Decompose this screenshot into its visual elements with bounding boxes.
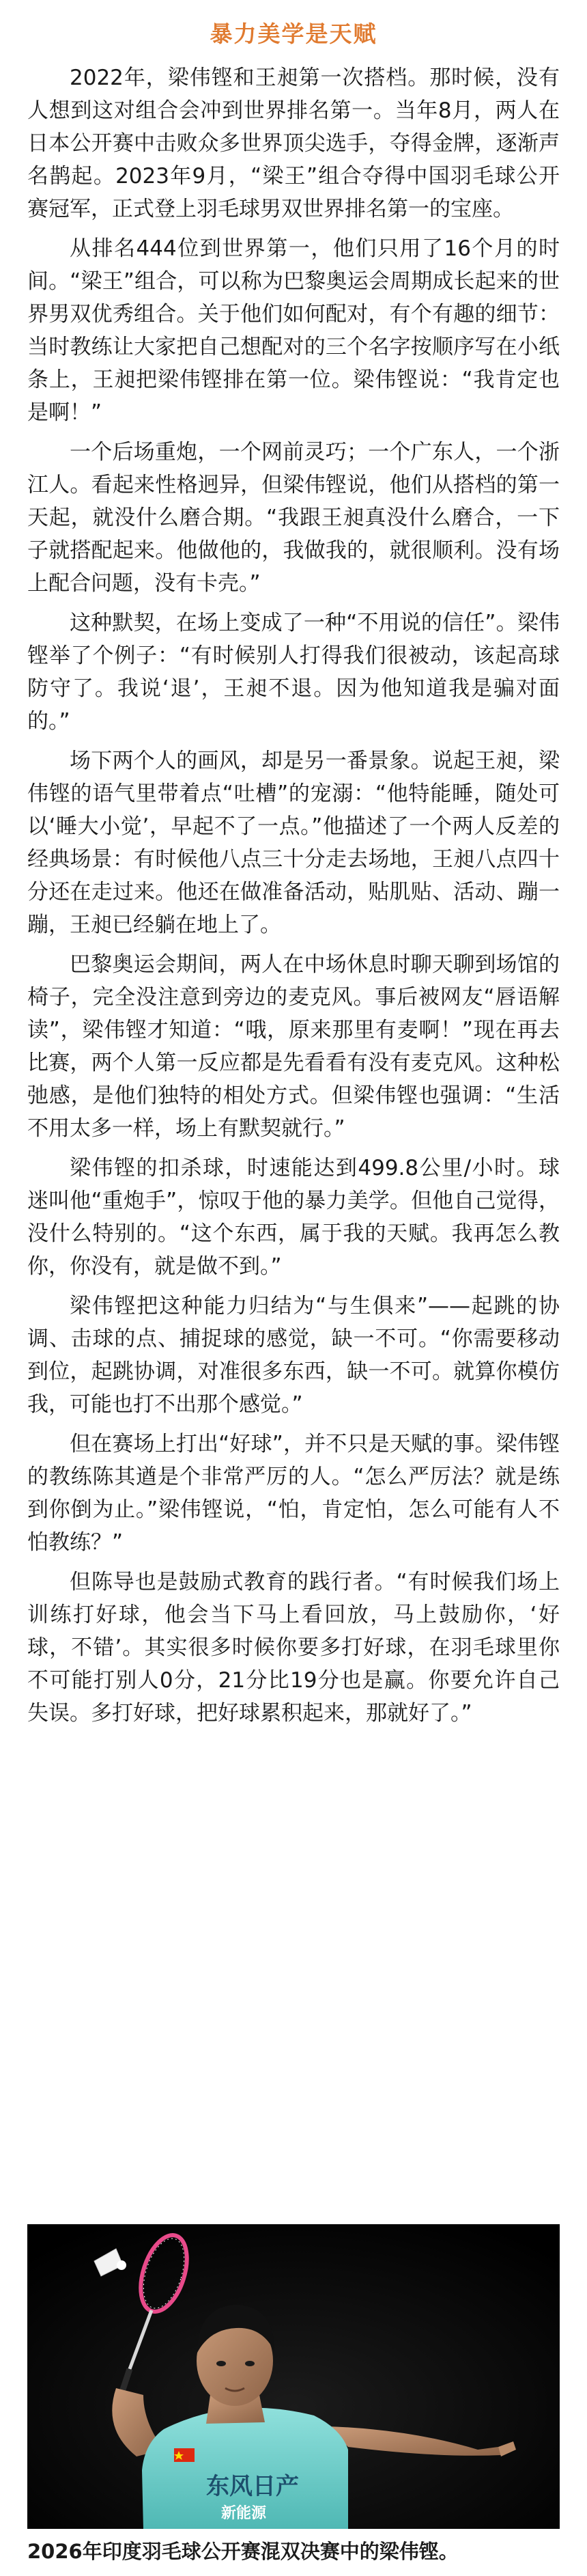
paragraph-8: 梁伟铿把这种能力归结为“与生俱来”——起跳的协调、击球的点、捕捉球的感觉，缺一不可。“你需要移动到位，起跳协调，对准很多东西，缺一不可。就算你模仿我，可能也打不出那个感觉。” <box>27 1294 560 1417</box>
badminton-player-photo <box>27 2224 560 2529</box>
jersey-sponsor-subtext: 新能源 <box>221 2505 267 2522</box>
paragraph-10: 但陈导也是鼓励式教育的践行者。“有时候我们场上训练打好球，他会当下马上看回放，马上鼓励你，‘好球，不错’。其实很多时候你要多打好球，在羽毛球里你不可能打别人0分，21分比19分也是赢。你要允许自己失误。多打好球，把好球累积起来，那就好了。” <box>27 1570 560 1726</box>
article-body <box>27 61 560 1736</box>
paragraph-1: 2022年，梁伟铿和王昶第一次搭档。那时候，没有人想到这对组合会冲到世界排名第一。当年8月，两人在日本公开赛中击败众多世界顶尖选手，夺得金牌，逐渐声名鹊起。2023年9月，“梁王”组合夺得中国羽毛球公开赛冠军，正式登上羽毛球男双世界排名第一的宝座。 <box>27 66 560 221</box>
paragraph-7: 梁伟铿的扣杀球，时速能达到499.8公里/小时。球迷叫他“重炮手”，惊叹于他的暴力美学。但他自己觉得，没什么特别的。“这个东西，属于我的天赋。我再怎么教你，你没有，就是做不到。” <box>27 1156 560 1279</box>
paragraph-5: 场下两个人的画风，却是另一番景象。说起王昶，梁伟铿的语气里带着点“吐槽”的宠溺：“他特能睡，随处可以‘睡大小觉’，早起不了一点。”他描述了一个两人反差的经典场景：有时候他八点三十分走去场地，王昶八点四十分还在走过来。他还在做准备活动，贴肌贴、活动、蹦一蹦，王昶已经躺在地上了。 <box>27 749 560 937</box>
paragraph-2: 从排名444位到世界第一，他们只用了16个月的时间。“梁王”组合，可以称为巴黎奥运会周期成长起来的世界男双优秀组合。关于他们如何配对，有个有趣的细节：当时教练让大家把自己想配对的三个名字按顺序写在小纸条上，王昶把梁伟铿排在第一位。梁伟铿说：“我肯定也是啊！” <box>27 236 560 425</box>
paragraph-4: 这种默契，在场上变成了一种“不用说的信任”。梁伟铿举了个例子：“有时候别人打得我们很被动，该起高球防守了。我说‘退’，王昶不退。因为他知道我是骗对面的。” <box>27 611 560 734</box>
photo-caption: 2026年印度羽毛球公开赛混双决赛中的梁伟铿。 <box>27 2540 459 2563</box>
paragraph-6: 巴黎奥运会期间，两人在中场休息时聊天聊到场馆的椅子，完全没注意到旁边的麦克风。事后被网友“唇语解读”，梁伟铿才知道：“哦，原来那里有麦啊！”现在再去比赛，两个人第一反应都是先看看有没有麦克风。这种松弛感，是他们独特的相处方式。但梁伟铿也强调：“生活不用太多一样，场上有默契就行。” <box>27 952 560 1141</box>
jersey-sponsor-text: 东风日产 <box>206 2473 299 2500</box>
paragraph-3: 一个后场重炮，一个网前灵巧；一个广东人，一个浙江人。看起来性格迥异，但梁伟铿说，他们从搭档的第一天起，就没什么磨合期。“我跟王昶真没什么磨合，一下子就搭配起来。他做他的，我做我的，就很顺利。没有场上配合问题，没有卡壳。” <box>27 440 560 596</box>
section-title: 暴力美学是天赋 <box>210 20 377 47</box>
paragraph-9: 但在赛场上打出“好球”，并不只是天赋的事。梁伟铿的教练陈其遒是个非常严厉的人。“怎么严厉法？就是练到你倒为止。”梁伟铿说，“怕，肯定怕，怎么可能有人不怕教练？” <box>27 1432 560 1555</box>
